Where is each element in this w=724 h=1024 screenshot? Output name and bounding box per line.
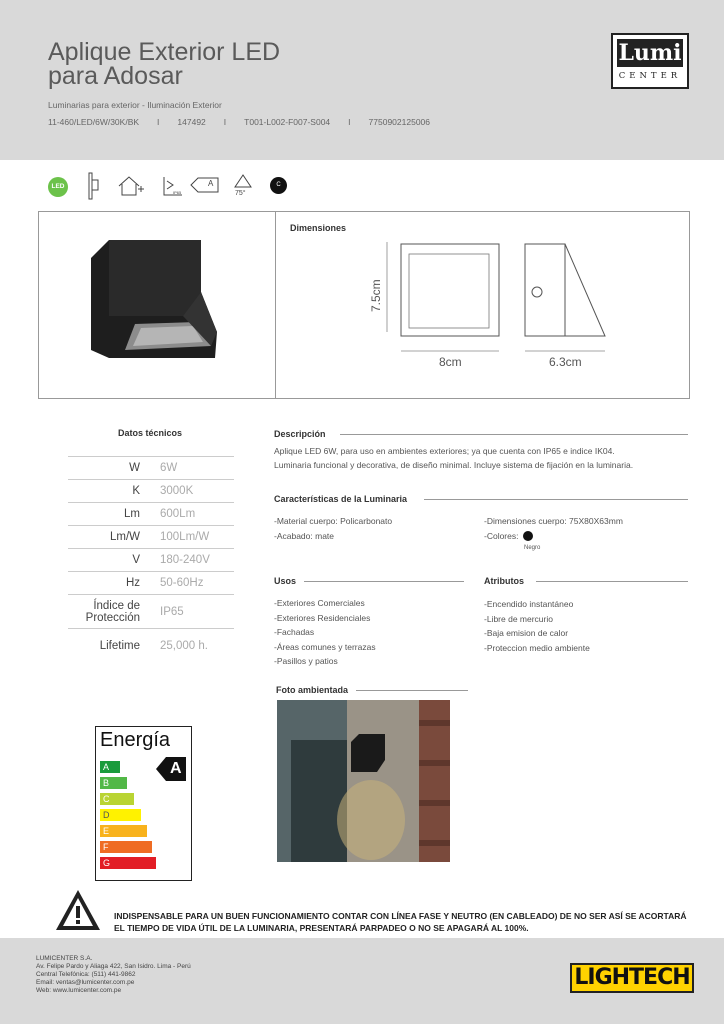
- tech-value: 6W: [160, 462, 178, 474]
- page-title: [48, 40, 280, 88]
- list-item: -Áreas comunes y terrazas: [274, 641, 376, 652]
- feature-dimensions: -Dimensiones cuerpo: 75X80X63mm: [484, 516, 623, 526]
- section-divider: [424, 499, 688, 500]
- tech-value: 100Lm/W: [160, 531, 210, 543]
- wall-mount-icon: [88, 172, 100, 200]
- beam-angle-icon: [232, 173, 254, 191]
- ambient-photo-illustration: [277, 700, 450, 862]
- tech-row: [68, 548, 234, 571]
- color-black-icon: C: [270, 177, 287, 194]
- outdoor-house-icon: [116, 175, 146, 197]
- company-email: Email: ventas@lumicenter.com.pe: [36, 979, 135, 986]
- company-phone: Central Telefónica: (511) 441-9862: [36, 971, 136, 978]
- tech-data-title: Datos técnicos: [118, 428, 183, 438]
- energy-bar-d: D: [100, 809, 141, 821]
- uses-title: Usos: [274, 576, 297, 586]
- tech-key: Lifetime: [99, 639, 140, 652]
- tech-value: 50-60Hz: [160, 577, 204, 589]
- tech-key: Hz: [125, 577, 140, 589]
- dimension-width: 8cm: [439, 355, 462, 369]
- logo-word-top: Lumi: [618, 40, 682, 66]
- tech-key: V: [132, 554, 140, 566]
- energy-label: [95, 726, 192, 881]
- code-separator: I: [223, 117, 227, 127]
- tech-row: [68, 594, 234, 628]
- led-icon: LED: [48, 177, 68, 197]
- tech-key: Índice de Protección: [85, 599, 140, 624]
- tech-data-table: [68, 456, 234, 662]
- tech-row: [68, 456, 234, 479]
- list-item: -Libre de mercurio: [484, 613, 553, 624]
- title-line-1: Aplique Exterior LED: [48, 38, 281, 66]
- feature-colors: [484, 529, 623, 544]
- description-text: [274, 444, 694, 472]
- dimensions-drawing: [379, 236, 629, 356]
- uses-list: [274, 596, 376, 669]
- product-image-box: [38, 211, 690, 399]
- features-title: Características de la Luminaria: [274, 494, 408, 504]
- photo-title: Foto ambientada: [276, 685, 349, 695]
- dimensions-title: Dimensiones: [290, 223, 347, 233]
- lens-class-icon: [190, 176, 220, 194]
- tech-row: [68, 628, 234, 662]
- tech-value: 600Lm: [160, 508, 196, 520]
- tech-row: [68, 571, 234, 594]
- energy-bar-f: F: [100, 841, 152, 853]
- tech-key: Lm: [124, 508, 140, 520]
- list-item: -Encendido instantáneo: [484, 599, 574, 609]
- code-sku: 147492: [177, 117, 206, 127]
- feature-material: -Material cuerpo: Policarbonato: [274, 516, 393, 526]
- title-line-2: para Adosar: [48, 62, 183, 90]
- company-address: Av. Felipe Pardo y Aliaga 422, San Isidro. Lima - Perú: [36, 963, 191, 970]
- tech-key: K: [132, 485, 140, 497]
- energy-bar-c: C: [100, 793, 134, 805]
- tech-key: Lm/W: [109, 531, 140, 543]
- dimension-height: 7.5cm: [369, 279, 383, 312]
- list-item: -Exteriores Comerciales: [274, 598, 365, 608]
- description-line-1: Aplique LED 6W, para uso en ambientes exteriores; ya que cuenta con IP65 e indice IK04.: [274, 446, 615, 456]
- tech-row: [68, 479, 234, 502]
- tech-key: W: [129, 462, 140, 474]
- energy-bar-a: A: [100, 761, 120, 773]
- features-left: [274, 514, 392, 543]
- company-info: [36, 955, 191, 995]
- tech-row: [68, 502, 234, 525]
- feature-icons: [48, 172, 308, 200]
- product-image: [87, 236, 227, 371]
- tech-value: IP65: [160, 605, 184, 618]
- energy-bar-g: G: [100, 857, 156, 869]
- dimension-depth: 6.3cm: [549, 355, 582, 369]
- list-item: -Proteccion medio ambiente: [484, 642, 590, 653]
- section-divider: [304, 581, 464, 582]
- svg-text:IP65: IP65: [173, 190, 182, 195]
- beam-angle-label: 75°: [235, 190, 246, 197]
- feature-colors-label: -Colores:: [484, 530, 519, 541]
- company-web: Web: www.lumicenter.com.pe: [36, 987, 122, 994]
- section-divider: [340, 434, 688, 435]
- company-name: LUMICENTER S.A.: [36, 955, 93, 962]
- energy-title: Energía: [100, 729, 171, 751]
- code-separator: I: [348, 117, 351, 127]
- list-item: -Baja emision de calor: [484, 628, 569, 638]
- tech-value: 180-240V: [160, 554, 210, 566]
- list-item: -Exteriores Residenciales: [274, 612, 371, 623]
- page-subtitle: Luminarias para exterior - Iluminación Exterior: [48, 100, 222, 110]
- section-divider: [536, 581, 688, 582]
- box-divider: [275, 212, 276, 398]
- attributes-list: [484, 597, 590, 655]
- ambient-photo: [277, 700, 450, 862]
- product-codes: [48, 117, 430, 127]
- lightech-logo: LIGHTECH: [570, 963, 694, 993]
- tech-value: 3000K: [160, 485, 194, 497]
- warning-icon: [54, 888, 102, 932]
- color-swatch-black: [523, 531, 533, 541]
- lens-class-label: A: [208, 179, 214, 188]
- section-divider: [356, 690, 468, 691]
- attributes-title: Atributos: [484, 576, 524, 586]
- logo-word-bottom: CENTER: [618, 71, 682, 81]
- code-ref: T001-L002-F007-S004: [244, 117, 331, 127]
- description-line-2: Luminaria funcional y decorativa, de diseño minimal. Incluye sistema de fijación en la luminaria.: [274, 460, 634, 470]
- warning-message: INDISPENSABLE PARA UN BUEN FUNCIONAMIENTO CONTAR CON LÍNEA FASE Y NEUTRO (EN CABLEADO) DE NO SER ASÍ SE ACORTARÁ EL TIEMPO DE VIDA ÚTIL DE LA LUMINARIA, PRESENTARÁ PARPADEO O NO SE APAGARÁ AL 100%.: [114, 911, 687, 933]
- tech-row: [68, 525, 234, 548]
- lumicenter-logo: [611, 33, 689, 89]
- code-model: 11-460/LED/6W/30K/BK: [48, 117, 140, 127]
- ip-rating-icon: [162, 175, 184, 197]
- code-ean: 7750902125006: [368, 117, 431, 127]
- energy-bar-e: E: [100, 825, 147, 837]
- list-item: -Fachadas: [274, 627, 315, 637]
- description-title: Descripción: [274, 429, 326, 439]
- energy-bar-b: B: [100, 777, 127, 789]
- code-separator: I: [157, 117, 160, 127]
- color-name: Negro: [524, 545, 541, 551]
- tech-value: 25,000 h.: [160, 639, 208, 652]
- list-item: -Pasillos y patios: [274, 656, 338, 666]
- feature-finish: -Acabado: mate: [274, 530, 335, 541]
- energy-class-value: A: [170, 760, 182, 777]
- features-right: [484, 514, 623, 543]
